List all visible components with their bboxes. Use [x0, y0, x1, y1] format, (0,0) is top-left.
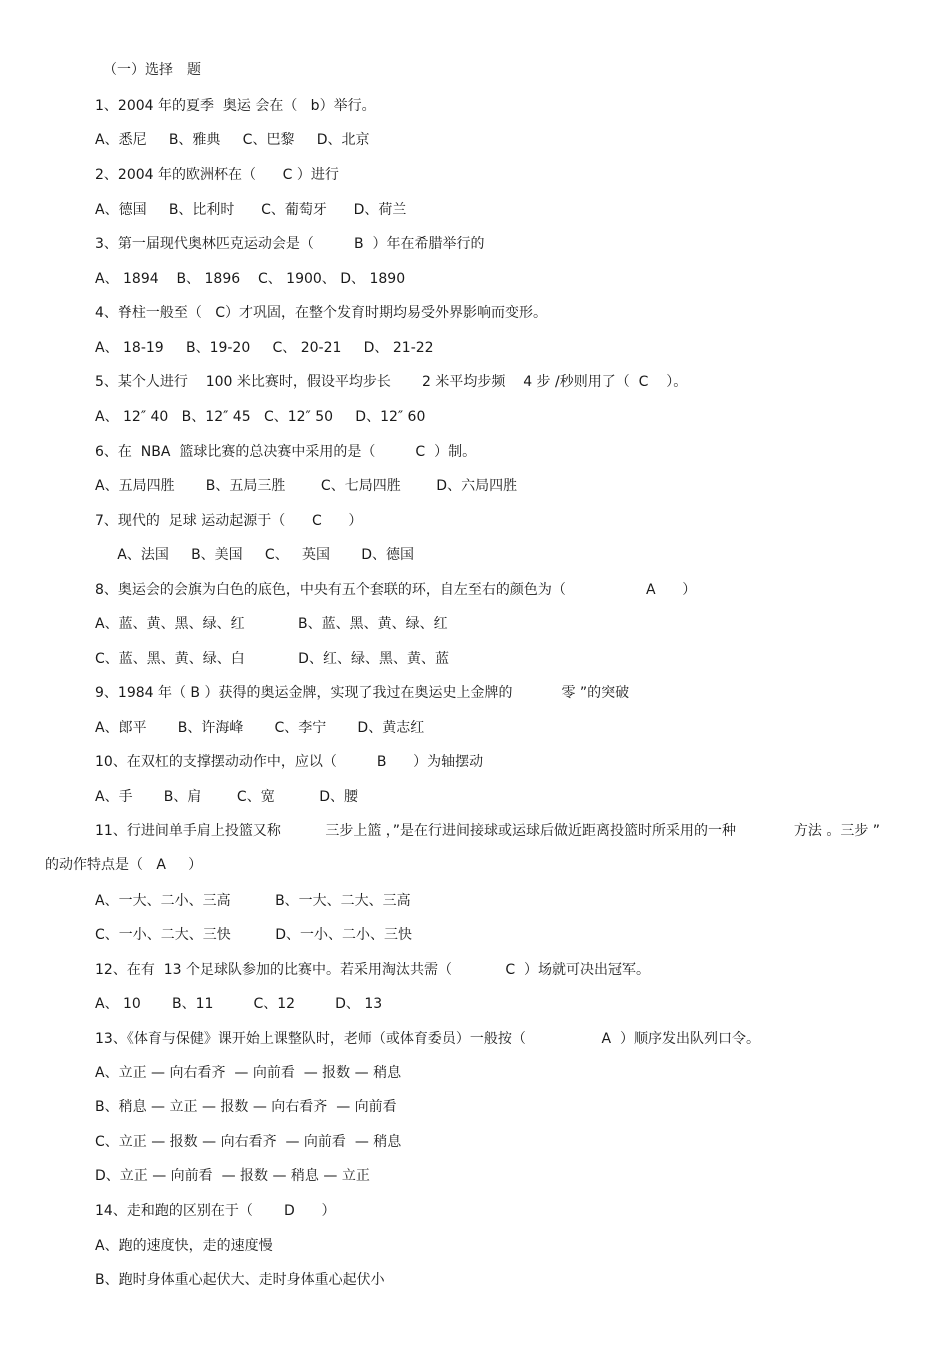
question-13-option-d: D、立正 — 向前看 — 报数 — 稍息 — 立正: [95, 1168, 370, 1184]
question-11-continued: 的动作特点是（ A ）: [45, 857, 203, 873]
question-2: 2、2004 年的欧洲杯在（ C ）进行: [95, 167, 339, 183]
question-5: 5、某个人进行 100 米比赛时，假设平均步长 2 米平均步频 4 步 /秒则用了（ C ）。: [95, 374, 688, 390]
question-13-option-b: B、稍息 — 立正 — 报数 — 向右看齐 — 向前看: [95, 1099, 397, 1115]
question-2-options: A、德国 B、比利时 C、葡萄牙 D、荷兰: [95, 202, 407, 218]
section-heading: （一）选择 题: [103, 62, 201, 78]
question-8: 8、奥运会的会旗为白色的底色，中央有五个套联的环，自左至右的颜色为（ A ）: [95, 582, 697, 598]
question-11: 11、行进间单手肩上投篮又称 三步上篮 ，”是在行进间接球或运球后做近距离投篮时所采用的一种 方法 。三步 ”: [95, 823, 881, 839]
question-10: 10、在双杠的支撑摆动动作中，应以（ B ）为轴摆动: [95, 754, 484, 770]
question-13: 13、《体育与保健》课开始上课整队时，老师（或体育委员）一般按（ A ）顺序发出队列口令。: [95, 1031, 760, 1047]
question-3: 3、第一届现代奥林匹克运动会是（ B ）年在希腊举行的: [95, 236, 485, 252]
question-6-options: A、五局四胜 B、五局三胜 C、七局四胜 D、六局四胜: [95, 478, 518, 494]
question-9: 9、1984 年（ B ）获得的奥运金牌，实现了我过在奥运史上金牌的 零 ”的突破: [95, 685, 630, 701]
question-8-options-ab: A、蓝、黄、黑、绿、红 B、蓝、黑、黄、绿、红: [95, 616, 448, 632]
question-11-options-ab: A、一大、二小、三高 B、一大、二大、三高: [95, 893, 411, 909]
question-12: 12、在有 13 个足球队参加的比赛中。若采用淘汰共需（ C ）场就可决出冠军。: [95, 962, 651, 978]
question-12-options: A、 10 B、11 C、12 D、 13: [95, 996, 383, 1012]
question-9-options: A、郎平 B、许海峰 C、李宁 D、黄志红: [95, 720, 425, 736]
question-5-options: A、 12″ 40 B、12″ 45 C、12″ 50 D、12″ 60: [95, 409, 426, 425]
question-1: 1、2004 年的夏季 奥运 会在（ b）举行。: [95, 98, 376, 114]
question-10-options: A、手 B、肩 C、宽 D、腰: [95, 789, 358, 805]
question-14: 14、走和跑的区别在于（ D ）: [95, 1203, 336, 1219]
question-13-option-a: A、立正 — 向右看齐 — 向前看 — 报数 — 稍息: [95, 1065, 402, 1081]
question-7: 7、现代的 足球 运动起源于（ C ）: [95, 513, 363, 529]
question-3-options: A、 1894 B、 1896 C、 1900、 D、 1890: [95, 271, 406, 287]
question-4-options: A、 18-19 B、19-20 C、 20-21 D、 21-22: [95, 340, 434, 356]
question-11-options-cd: C、一小、二大、三快 D、一小、二小、三快: [95, 927, 413, 943]
question-13-option-c: C、立正 — 报数 — 向右看齐 — 向前看 — 稍息: [95, 1134, 402, 1150]
question-14-option-a: A、跑的速度快，走的速度慢: [95, 1238, 273, 1254]
question-14-option-b: B、跑时身体重心起伏大、走时身体重心起伏小: [95, 1272, 385, 1288]
question-4: 4、脊柱一般至（ C）才巩固，在整个发育时期均易受外界影响而变形。: [95, 305, 548, 321]
question-8-options-cd: C、蓝、黑、黄、绿、白 D、红、绿、黑、黄、蓝: [95, 651, 449, 667]
question-1-options: A、悉尼 B、雅典 C、巴黎 D、北京: [95, 132, 370, 148]
question-6: 6、在 NBA 篮球比赛的总决赛中采用的是（ C ）制。: [95, 444, 477, 460]
question-7-options: A、法国 B、美国 C、 英国 D、德国: [95, 547, 414, 563]
